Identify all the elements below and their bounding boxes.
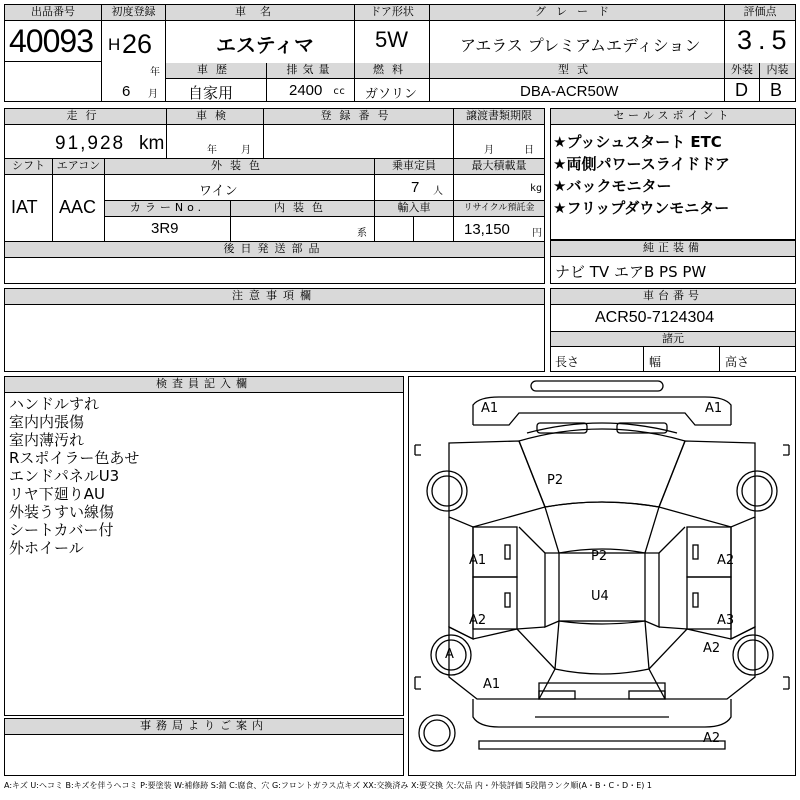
- displacement-label: 排気量: [267, 63, 354, 79]
- lot-number-cell: [5, 5, 102, 61]
- ext-grade-cell: [725, 63, 760, 101]
- color-no-label: カラーNo.: [105, 201, 230, 217]
- damage-right-front-door: A2: [717, 553, 735, 568]
- year-unit: 年: [150, 67, 160, 78]
- rear-light-right: [629, 691, 665, 699]
- color-no-cell: [105, 201, 231, 241]
- shift-label: シフト: [5, 159, 52, 175]
- inspector-line: 外装うすい線傷: [9, 503, 115, 521]
- roof-pillar-left: [545, 553, 559, 627]
- car-name: エスティマ: [216, 33, 314, 57]
- spec-divider: [643, 347, 644, 371]
- inspector-box: [4, 376, 404, 716]
- parts-label: 後日発送部品: [5, 242, 544, 258]
- int-color-cell: [231, 201, 375, 241]
- fuel: ガソリン: [365, 87, 418, 102]
- genuine-equip: ナビ TV エアB PS PW: [555, 263, 707, 281]
- roof-pillar-right: [645, 553, 659, 627]
- inspector-line: ハンドルすれ: [9, 395, 100, 413]
- top-strip: [531, 381, 663, 391]
- damage-rear-bumper: A2: [703, 731, 721, 746]
- damage-fl-corner: A1: [481, 401, 499, 416]
- mileage-unit: km: [139, 133, 165, 154]
- inspection-month-unit: 月: [241, 145, 251, 156]
- right-front-wheel: [737, 471, 777, 511]
- import-cell: [375, 201, 454, 241]
- recycle-label: リサイクル預託金: [454, 201, 544, 217]
- right-side: [731, 517, 755, 639]
- inspector-line: エンドパネルU3: [9, 467, 120, 485]
- displacement-unit: cc: [333, 86, 346, 97]
- int-grade-cell: [760, 63, 795, 101]
- load-cell: [454, 159, 544, 201]
- genuine-equip-box: [550, 240, 796, 284]
- registration-cell: [264, 109, 454, 159]
- damage-left-rear-door: A2: [469, 613, 487, 628]
- rear-window: [555, 621, 649, 674]
- inspector-line: 外ホイール: [9, 539, 84, 557]
- right-rear-wheel: [733, 635, 773, 675]
- notes-box: [4, 288, 545, 372]
- ext-color-label: 外装色: [105, 159, 374, 175]
- history-cell: [166, 63, 267, 101]
- chassis-box: [550, 288, 796, 372]
- score-label: 評価点: [725, 5, 795, 21]
- shift: IAT: [11, 197, 38, 217]
- spec-divider: [719, 347, 720, 371]
- capacity: 7: [411, 179, 420, 196]
- header-table: [4, 4, 796, 102]
- year: 26: [122, 29, 153, 59]
- first-reg-cell: [102, 5, 166, 101]
- notes-label: 注意事項欄: [5, 289, 544, 305]
- fuel-label: 燃料: [355, 63, 429, 79]
- grade-cell: [430, 5, 725, 63]
- left-front-fender: [449, 441, 545, 527]
- inspection-cell: [167, 109, 264, 159]
- damage-fr-corner: A1: [705, 401, 723, 416]
- height-label: 高さ: [725, 355, 750, 369]
- displacement-cell: [267, 63, 355, 101]
- door-cell: [355, 5, 430, 63]
- transfer-label: 譲渡書類期限: [454, 109, 544, 125]
- recycle-cell: [454, 201, 544, 241]
- vehicle-detail-table: [4, 108, 545, 284]
- history-label: 車歴: [166, 63, 266, 79]
- sales-point: ★バックモニター: [553, 177, 672, 195]
- legend: A:キズ U:ヘコミ B:キズを伴うヘコミ P:要塗装 W:補修跡 S:錆 C:腐食、穴 G:フロントガラス点キズ XX:交換済み X:要交換 欠:欠品 内・外装評価 5段階ランク順(A・B・C・D・E) 1: [4, 781, 653, 790]
- sales-point: ★フリップダウンモニター: [553, 199, 730, 217]
- inspection-year-unit: 年: [207, 145, 217, 156]
- recycle-fee: 13,150: [464, 221, 510, 238]
- damage-right-rear-door: A3: [717, 613, 735, 628]
- ext-color-cell: [105, 159, 375, 201]
- damage-left-rear: A1: [483, 677, 501, 692]
- windshield: [545, 502, 659, 553]
- door-type: 5W: [375, 27, 408, 52]
- model-code: DBA-ACR50W: [520, 83, 619, 100]
- score: 3.5: [737, 25, 793, 55]
- grade: アエラス プレミアムエディション: [460, 36, 701, 55]
- inspector-notes: [9, 395, 139, 557]
- fuel-cell: [355, 63, 430, 101]
- capacity-unit: 人: [433, 186, 443, 197]
- model-label: 型式: [430, 63, 724, 79]
- inspector-line: 室内薄汚れ: [9, 431, 85, 449]
- recycle-unit: 円: [532, 228, 542, 239]
- damage-roof: P2: [591, 549, 608, 564]
- int-color-unit: 系: [357, 228, 367, 239]
- spec-label: 諸元: [551, 331, 795, 347]
- load-label: 最大積載量: [454, 159, 544, 175]
- damage-right-rear-quarter: A2: [703, 641, 721, 656]
- inspector-line: Rスポイラー色あせ: [9, 449, 140, 467]
- ac-label: エアコン: [53, 159, 104, 175]
- sales-points-label: セールスポイント: [551, 109, 795, 125]
- history: 自家用: [188, 84, 234, 102]
- car-diagram-box: [408, 376, 796, 776]
- lot-number-label: 出品番号: [5, 5, 101, 21]
- first-reg-label: 初度登録: [102, 5, 165, 21]
- sales-points-list: [553, 131, 730, 219]
- month-unit: 月: [148, 89, 158, 100]
- office-box: [4, 718, 404, 776]
- shift-cell: [5, 159, 53, 241]
- lot-blank: [5, 61, 102, 101]
- month: 6: [122, 83, 131, 100]
- ac: AAC: [59, 197, 97, 217]
- car-name-label: 車名: [166, 5, 354, 21]
- ext-grade: D: [735, 80, 748, 100]
- car-name-cell: [166, 5, 355, 63]
- era: H: [108, 35, 121, 54]
- score-cell: [725, 5, 795, 63]
- door-label: ドア形状: [355, 5, 429, 21]
- inspector-line: 室内内張傷: [9, 413, 85, 431]
- sales-point: ★両側パワースライドドア: [553, 155, 730, 173]
- int-grade: B: [770, 80, 783, 100]
- transfer-cell: [454, 109, 544, 159]
- transfer-month: 月: [484, 145, 494, 156]
- damage-left-front-wheel: A: [445, 647, 454, 662]
- inspector-line: シートカバー付: [9, 521, 114, 539]
- int-color-label: 内装色: [231, 201, 374, 217]
- chassis-number: ACR50-7124304: [595, 309, 715, 326]
- sales-points-box: [550, 108, 796, 240]
- grade-label: グレード: [430, 5, 724, 21]
- right-front-fender: [659, 441, 755, 527]
- inspection-label: 車検: [167, 109, 263, 125]
- damage-roof-dent: U4: [591, 589, 609, 604]
- inspector-line: リヤ下廻りAU: [9, 485, 105, 503]
- registration-label: 登録番号: [264, 109, 453, 125]
- import-divider: [413, 217, 414, 241]
- import-label: 輸入車: [375, 201, 453, 217]
- length-label: 長さ: [555, 355, 580, 369]
- inspector-label: 検査員記入欄: [5, 377, 403, 393]
- model-cell: [430, 63, 725, 101]
- rear-light-left: [539, 691, 575, 699]
- ext-color: ワイン: [199, 184, 238, 199]
- rear-bumper: [473, 699, 731, 727]
- genuine-equip-label: 純正装備: [551, 241, 795, 257]
- left-front-wheel: [427, 471, 467, 511]
- width-label: 幅: [649, 355, 662, 369]
- int-grade-label: 内装: [760, 63, 795, 79]
- parts-cell: [5, 241, 544, 283]
- mileage-cell: [5, 109, 167, 159]
- displacement: 2400: [289, 82, 323, 99]
- hood: [519, 429, 685, 507]
- chassis-label: 車台番号: [551, 289, 795, 305]
- capacity-label: 乗車定員: [375, 159, 453, 175]
- damage-left-front-door: A1: [469, 553, 487, 568]
- ext-grade-label: 外装: [725, 63, 759, 79]
- mileage-label: 走行: [5, 109, 166, 125]
- ac-cell: [53, 159, 105, 241]
- lot-number: 40093: [9, 23, 93, 59]
- mileage: 91,928: [55, 133, 126, 154]
- car-diagram: [409, 377, 795, 775]
- office-label: 事務局よりご案内: [5, 719, 403, 735]
- load-unit: kg: [530, 183, 543, 194]
- transfer-day: 日: [524, 145, 534, 156]
- damage-hood: P2: [547, 473, 564, 488]
- color-no: 3R9: [151, 220, 179, 237]
- capacity-cell: [375, 159, 454, 201]
- sales-point: ★プッシュスタート ETC: [553, 133, 722, 151]
